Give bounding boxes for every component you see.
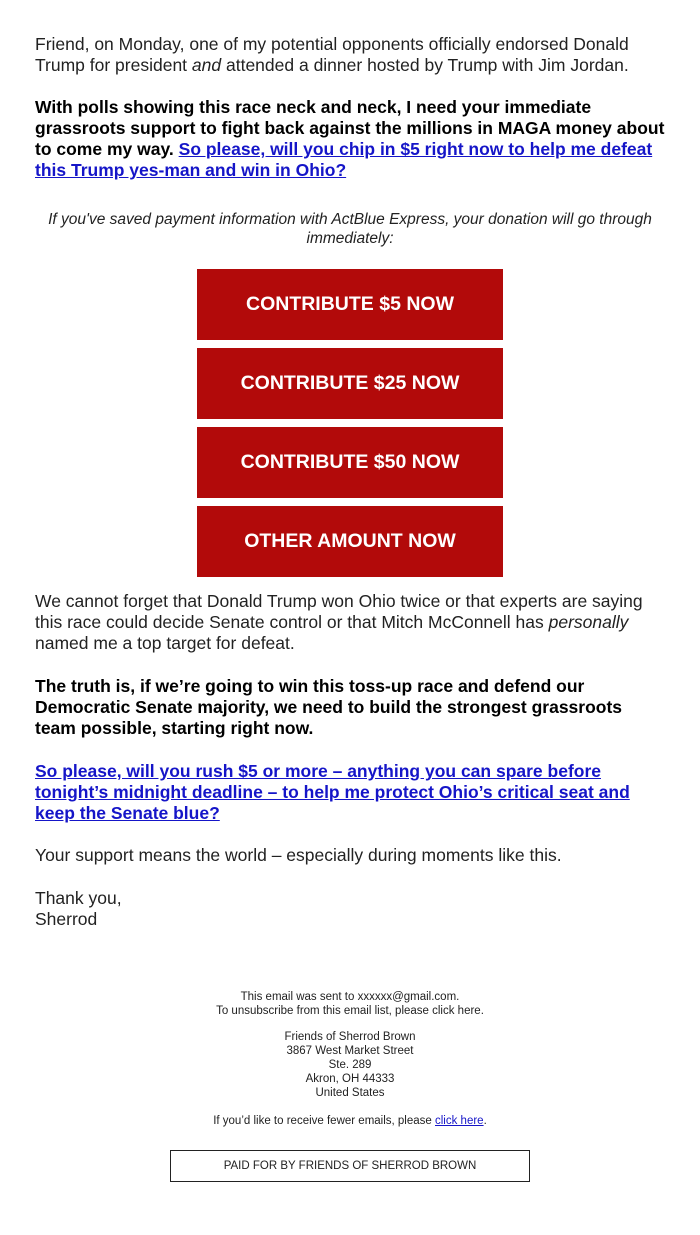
footer-address [0,1030,700,1100]
intro-text-2: attended a dinner hosted by Trump with Jim Jordan. [221,55,629,75]
appeal-paragraph [35,97,665,181]
intro-text-1: Friend, on Monday, one of my potential opponents officially endorsed Donald Trump for president [35,34,629,75]
footer-city: Akron, OH 44333 [305,1073,395,1085]
signoff [35,888,665,930]
paid-for-disclaimer: PAID FOR BY FRIENDS OF SHERROD BROWN [170,1150,530,1182]
support-paragraph: Your support means the world – especially during moments like this. [35,845,562,865]
rush-paragraph [35,761,665,824]
footer-org: Friends of Sherrod Brown [284,1031,416,1043]
contribute-50-button[interactable]: CONTRIBUTE $50 NOW [197,427,503,498]
footer-fewer-emails [0,1114,700,1128]
rush-donation-link[interactable]: So please, will you rush $5 or more – anything you can spare before tonight’s midnight deadline – to help me protect Ohio’s critical seat and keep the Senate blue? [35,761,630,823]
intro-paragraph [35,34,665,76]
contribute-5-button[interactable]: CONTRIBUTE $5 NOW [197,269,503,340]
footer-recipient-info [0,990,700,1018]
context-emphasis: personally [548,612,629,632]
other-amount-button[interactable]: OTHER AMOUNT NOW [197,506,503,577]
footer-suite: Ste. 289 [328,1059,372,1071]
footer-unsubscribe[interactable]: To unsubscribe from this email list, please click here. [216,1005,484,1017]
signoff-thanks: Thank you, [35,888,122,908]
context-text-2: named me a top target for defeat. [35,633,295,653]
actblue-express-note: If you've saved payment information with ActBlue Express, your donation will go through immediately: [48,211,652,247]
footer-country: United States [315,1087,385,1099]
context-paragraph [35,591,665,654]
chip-in-link[interactable]: So please, will you chip in $5 right now to help me defeat this Trump yes-man and win in Ohio? [35,139,653,180]
signoff-name: Sherrod [35,909,98,929]
intro-emphasis: and [191,55,222,75]
fewer-emails-suffix: . [483,1115,487,1127]
fewer-emails-prefix: If you’d like to receive fewer emails, please [213,1115,435,1127]
footer-street: 3867 West Market Street [286,1045,414,1057]
footer-sent-to: This email was sent to xxxxxx@gmail.com. [240,991,460,1003]
contribute-25-button[interactable]: CONTRIBUTE $25 NOW [197,348,503,419]
context-text-1: We cannot forget that Donald Trump won Ohio twice or that experts are saying this race could decide Senate control or that Mitch McConnell has [35,591,643,632]
fewer-emails-link[interactable]: click here [435,1115,484,1127]
truth-paragraph: The truth is, if we’re going to win this toss-up race and defend our Democratic Senate majority, we need to build the strongest grassroots team possible, starting right now. [35,676,623,738]
appeal-bold-text: With polls showing this race neck and neck, I need your immediate grassroots support to fight back against the millions in MAGA money about to come my way. [35,97,665,159]
